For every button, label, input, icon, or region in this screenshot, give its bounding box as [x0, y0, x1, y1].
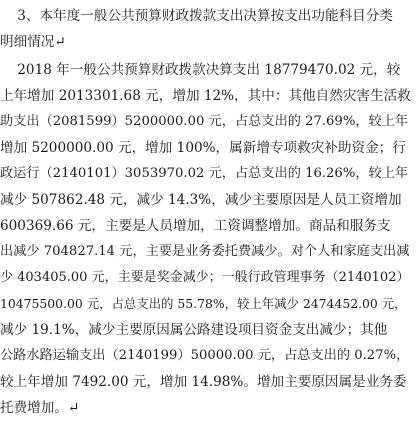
- paragraph-line: 上年增加 2013301.68 元，增加 12%，其中：其他自然灾害生活救: [0, 88, 411, 104]
- paragraph-line: 减少 507862.48 元，减少 14.3%，减少主要原因是人员工资增加: [0, 192, 402, 208]
- paragraph-line: 助支出（2081599）5200000.00 元，占总支出的 27.69%，较上年: [0, 114, 409, 129]
- section-heading-line-1: 3、本年度一般公共预算财政拨款支出决算按支出功能科目分类: [0, 8, 393, 24]
- paragraph-line: 10475500.00 元，占总支出的 55.78%，较上年减少 2474452.00 元，: [0, 296, 407, 311]
- paragraph-line: 政运行（2140101）3053970.02 元，占总支出的 16.26%，较上年: [0, 166, 409, 181]
- paragraph-line: 600369.66 元，主要是人员增加，工资调整增加。商品和服务支: [0, 218, 391, 234]
- paragraph-line: 增加 5200000.00 元，增加 100%，属新增专项救灾补助资金；行: [0, 140, 406, 156]
- paragraph-line: 托费增加。↵: [0, 400, 80, 416]
- paragraph-line: 2018 年一般公共预算财政拨款决算支出 18779470.02 元，较: [0, 62, 401, 78]
- paragraph-line: 减少 19.1%，减少主要原因属公路建设项目资金支出减少；其他: [0, 322, 388, 338]
- paragraph-line: 较上年增加 7492.00 元，增加 14.98%。增加主要原因属是业务委: [0, 374, 407, 390]
- section-heading-line-2: 明细情况↵: [0, 34, 66, 50]
- paragraph-line: 公路水路运输支出（2140199）50000.00 元，占总支出的 0.27%，: [0, 348, 410, 363]
- paragraph-line: 出减少 704827.14 元，主要是业务委托费减少。对个人和家庭支出减: [0, 244, 410, 259]
- paragraph-line: 少 403405.00 元，主要是奖金减少；一般行政管理事务（2140102）: [0, 270, 410, 285]
